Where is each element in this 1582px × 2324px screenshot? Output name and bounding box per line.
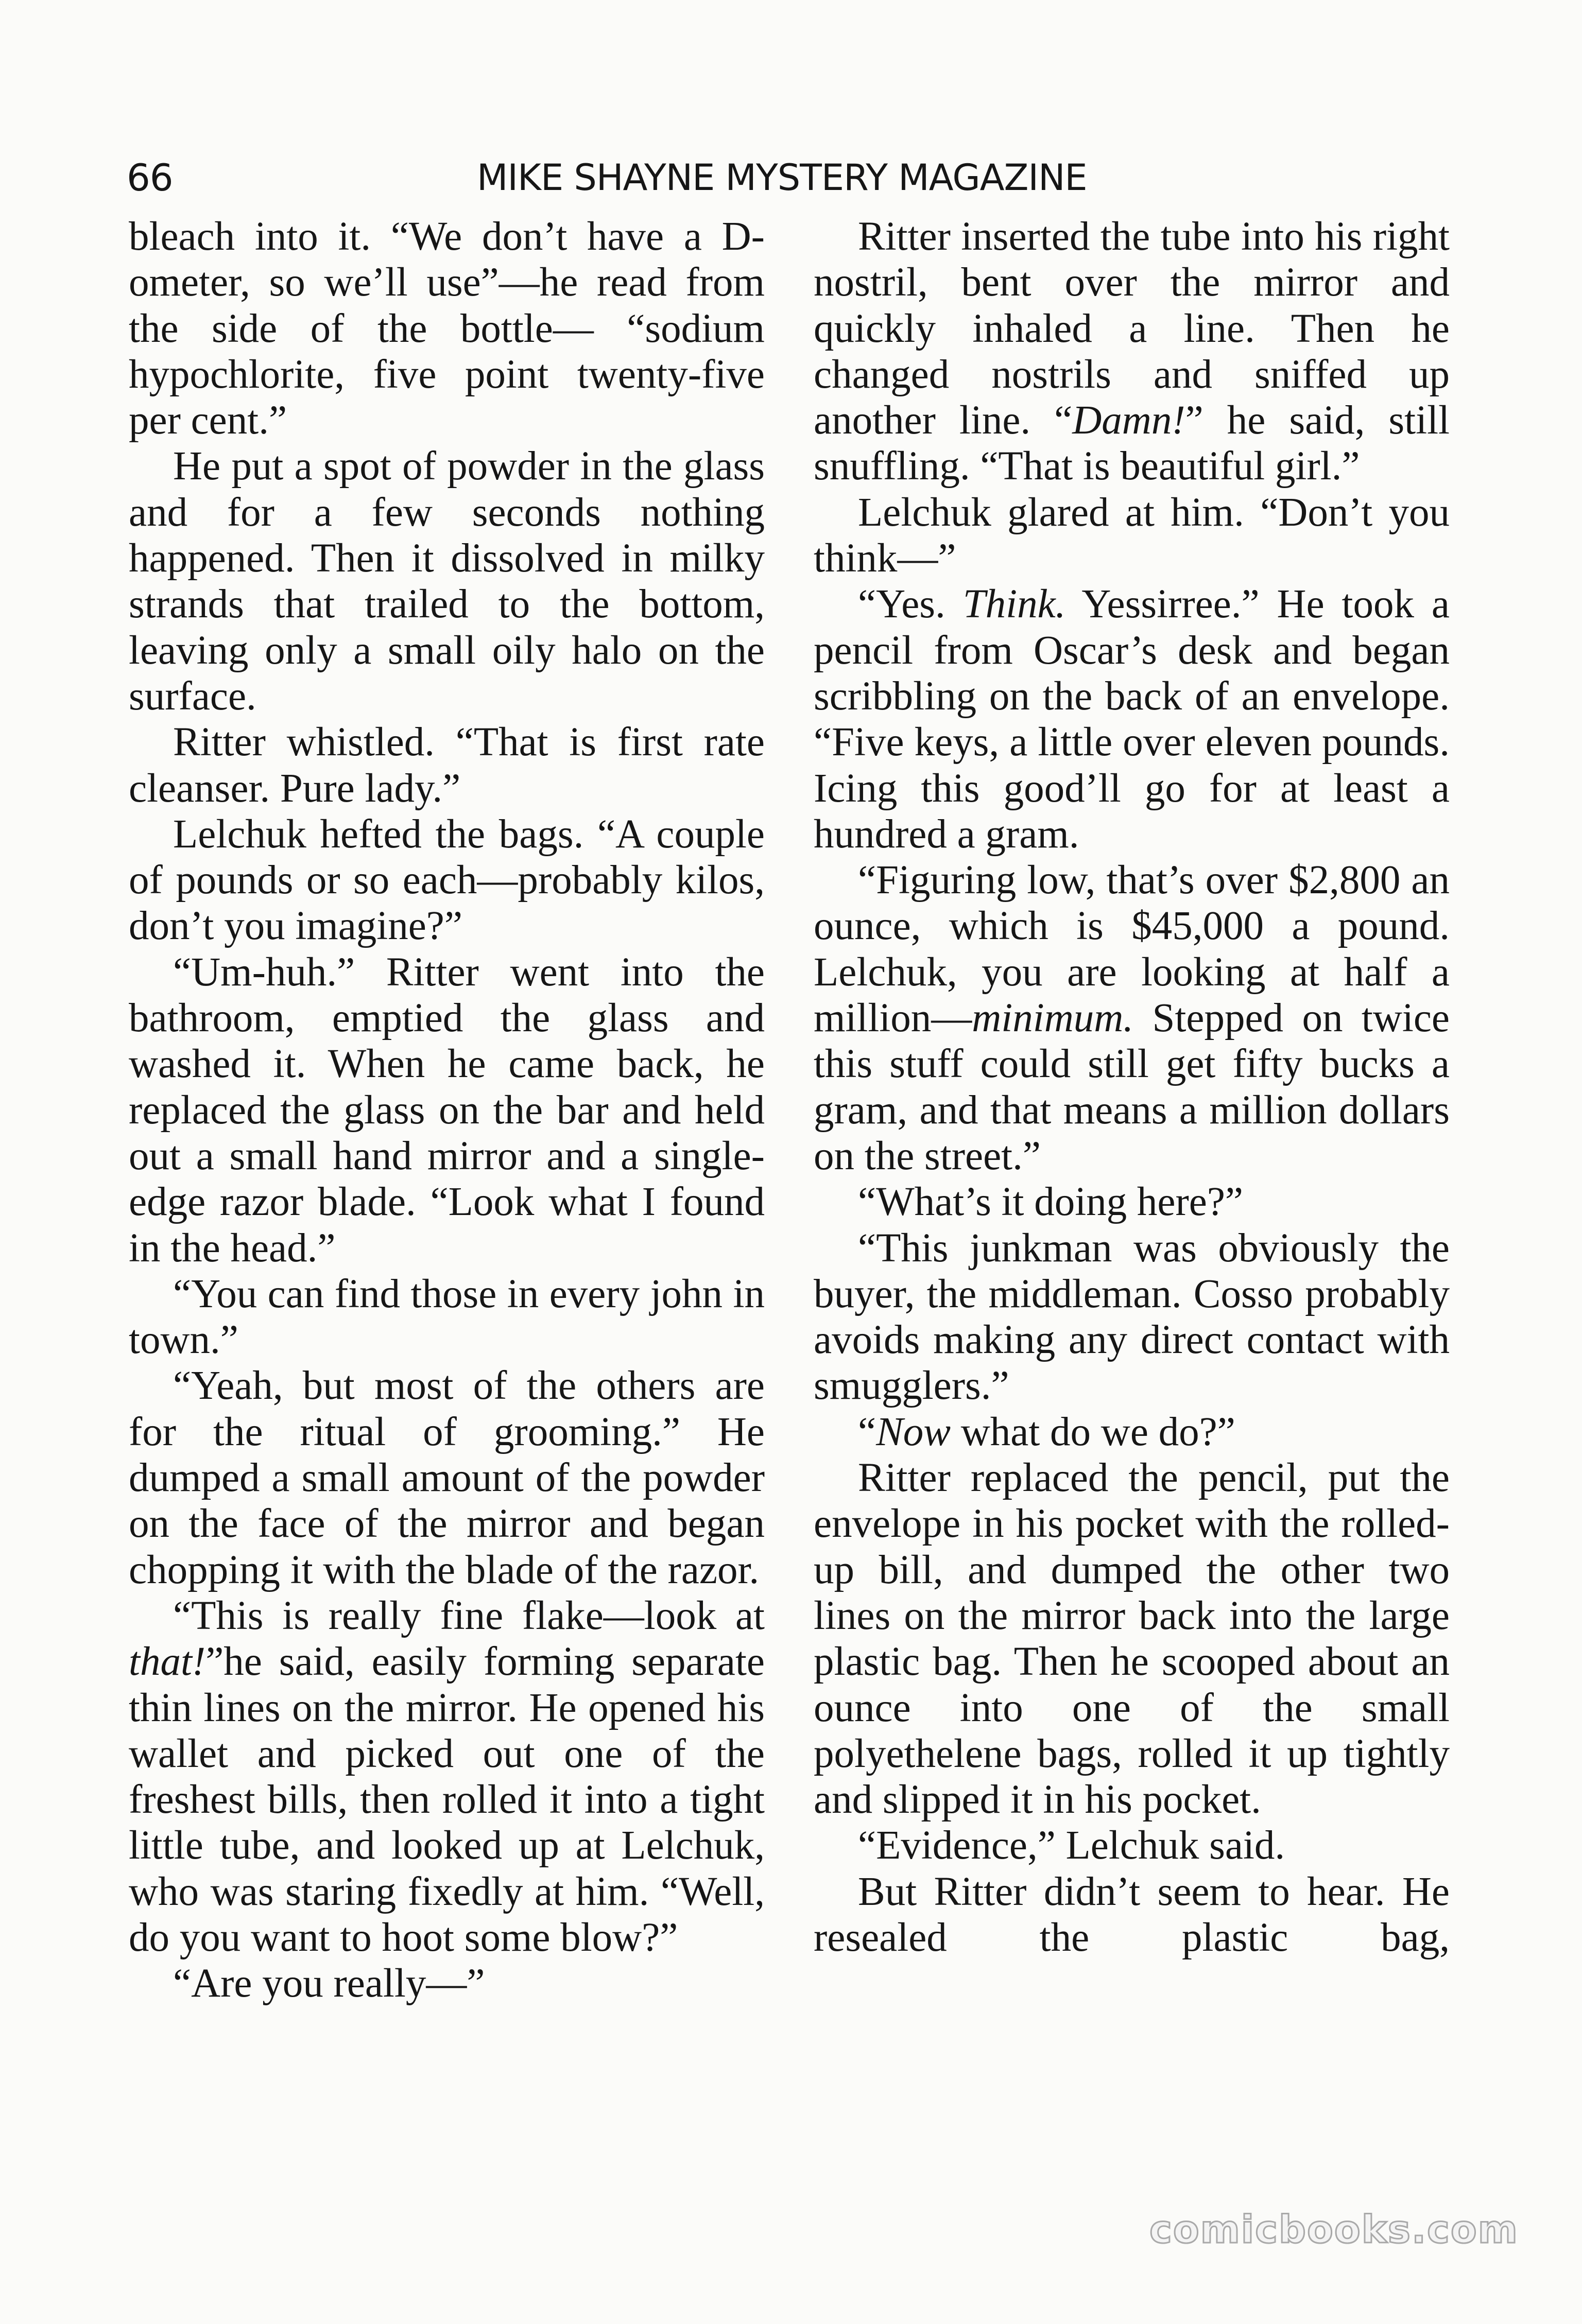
page-number: 66: [127, 156, 173, 199]
paragraph: “Yeah, but most of the others are for the ritual of grooming.” He dumped a small amount of the powder on the face of the mirror and began chopping it with the blade of the razor.: [129, 1363, 765, 1592]
running-title: MIKE SHAYNE MYSTERY MAGAZINE: [477, 157, 1087, 199]
watermark: comicbooks.com: [1149, 2208, 1519, 2252]
text-run: “This is really fine flake—look at: [173, 1593, 765, 1638]
paragraph: bleach into it. “We don’t have a D-ometer, so we’ll use”—he read from the side of the bottle— “sodium hypochlorite, five point twenty-five per cent.”: [129, 214, 765, 443]
left-column: [129, 214, 765, 2007]
text-run: “Yes.: [858, 582, 945, 627]
paragraph: [814, 581, 1450, 857]
text-run: ”he said, easily forming separate thin lines on the mirror. He opened his wallet and picked out one of the freshest bills, then rolled it into a tight little tube, and looked up at Lelchuk, who was staring fixedly at him. “Well, do you want to hoot some blow?”: [129, 1639, 765, 1960]
italic-text: that!: [129, 1639, 206, 1685]
paragraph: “This junkman was obviously the buyer, the middleman. Cosso probably avoids making any direct contact with smugglers.”: [814, 1225, 1450, 1409]
paragraph: “You can find those in every john in town.”: [129, 1271, 765, 1363]
paragraph: “Um-huh.” Ritter went into the bathroom, emptied the glass and washed it. When he came back, he replaced the glass on the bar and held out a small hand mirror and a single-edge razor blade. “Look what I found in the head.”: [129, 949, 765, 1271]
text-run: what do we do?”: [960, 1409, 1235, 1454]
paragraph: Lelchuk hefted the bags. “A couple of pounds or so each—probably kilos, don’t you imagine?”: [129, 811, 765, 949]
paragraph: [814, 1409, 1450, 1455]
paragraph: Ritter whistled. “That is first rate cleanser. Pure lady.”: [129, 720, 765, 811]
right-column: [814, 214, 1450, 1961]
italic-text: Now: [876, 1409, 951, 1454]
italic-text: Think.: [962, 582, 1066, 627]
paragraph: Lelchuk glared at him. “Don’t you think—”: [814, 490, 1450, 581]
text-run: “: [858, 1409, 876, 1454]
text-run: Yessirree.” He took a pencil from Oscar’s desk and began scribbling on the back of an envelope. “Five keys, a little over eleven pounds. Icing this good’ll go for at least a hundred a gram.: [814, 582, 1450, 857]
paragraph: But Ritter didn’t seem to hear. He resealed the plastic bag,: [814, 1869, 1450, 1960]
paragraph: Ritter replaced the pencil, put the envelope in his pocket with the rolled-up bill, and dumped the other two lines on the mirror back into the large plastic bag. Then he scooped about an ounce into one of the small polyethelene bags, rolled it up tightly and slipped it in his pocket.: [814, 1455, 1450, 1823]
paragraph: “Evidence,” Lelchuk said.: [858, 1823, 1285, 1868]
text-run: Stepped on twice this stuff could still get fifty bucks a gram, and that means a million dollars on the street.”: [814, 996, 1450, 1178]
paragraph: [129, 1593, 765, 1961]
paragraph: He put a spot of powder in the glass and for a few seconds nothing happened. Then it dissolved in milky strands that trailed to the bottom, leaving only a small oily halo on the surface.: [129, 444, 765, 719]
paragraph: “What’s it doing here?”: [858, 1180, 1243, 1225]
paragraph: [814, 214, 1450, 490]
italic-text: minimum.: [972, 996, 1134, 1041]
text-run: Ritter inserted the tube into his right nostril, bent over the mirror and quickly inhaled a line. Then he changed nostrils and sniffed up another line. “: [814, 214, 1450, 443]
text-run: “Figuring low, that’s over $2,800 an ounce, which is $45,000 a pound. Lelchuk, you are looking at half a million—: [814, 858, 1450, 1041]
running-header: [127, 149, 1460, 206]
text-run: ” he said, still snuffling. “That is beautiful girl.”: [814, 398, 1450, 489]
paragraph: [814, 857, 1450, 1179]
paragraph: “Are you really—”: [173, 1961, 485, 2006]
italic-text: Damn!: [1072, 398, 1185, 443]
